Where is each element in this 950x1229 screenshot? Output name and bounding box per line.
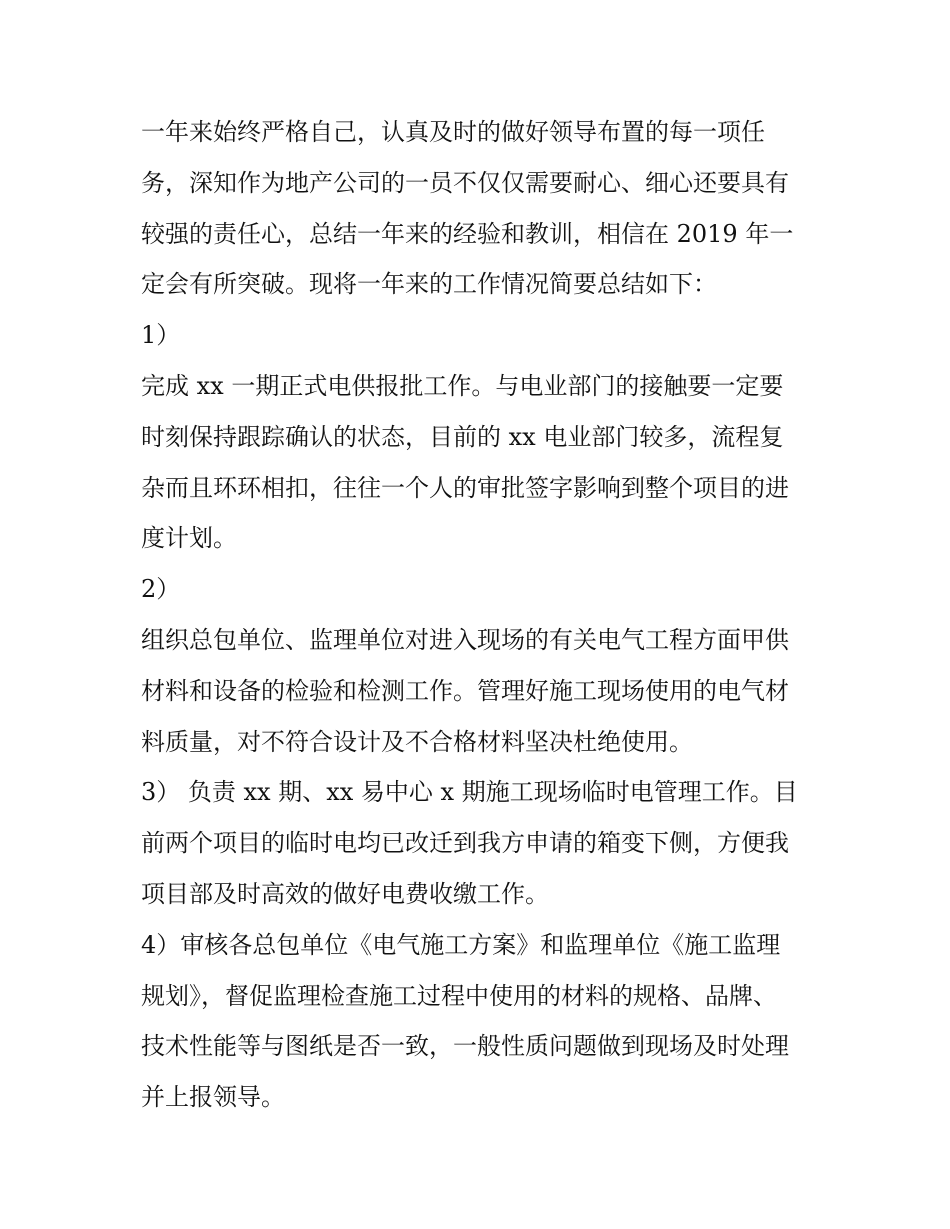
text-line: 组织总包单位、监理单位对进入现场的有关电气工程方面甲供 xyxy=(141,625,789,654)
text-line: 杂而且环环相扣，往往一个人的审批签字影响到整个项目的进 xyxy=(141,473,789,502)
text-line: 料质量，对不符合设计及不合格材料坚决杜绝使用。 xyxy=(141,727,693,756)
text-line: 一年来始终严格自己，认真及时的做好领导布置的每一项任 xyxy=(141,118,765,146)
text-line: 完成 xx 一期正式电供报批工作。与电业部门的接触要一定要 xyxy=(141,371,784,400)
text-line: 材料和设备的检验和检测工作。管理好施工现场使用的电气材 xyxy=(141,676,789,705)
text-line: 时刻保持跟踪确认的状态，目前的 xx 电业部门较多，流程复 xyxy=(141,422,784,451)
text-line: 前两个项目的临时电均已改迁到我方申请的箱变下侧，方便我 xyxy=(141,829,789,858)
text-line: 项目部及时高效的做好电费收缴工作。 xyxy=(141,879,549,908)
text-line: 务，深知作为地产公司的一员不仅仅需要耐心、细心还要具有 xyxy=(141,168,789,197)
text-line: 较强的责任心，总结一年来的经验和教训，相信在 2019 年一 xyxy=(141,219,794,248)
text-line: 技术性能等与图纸是否一致，一般性质问题做到现场及时处理 xyxy=(141,1032,789,1061)
text-line: 定会有所突破。现将一年来的工作情况简要总结如下： xyxy=(141,270,717,299)
document-body xyxy=(141,107,813,1123)
text-line: 规划》，督促监理检查施工过程中使用的材料的规格、品牌、 xyxy=(141,981,777,1010)
item-number: 1） xyxy=(141,321,181,350)
text-line: 度计划。 xyxy=(141,524,237,553)
item-number: 2） xyxy=(141,575,181,604)
text-line: 3） 负责 xx 期、xx 易中心 x 期施工现场临时电管理工作。目 xyxy=(141,778,798,807)
text-line: 4）审核各总包单位《电气施工方案》和监理单位《施工监理 xyxy=(141,930,781,959)
text-line: 并上报领导。 xyxy=(141,1083,285,1112)
